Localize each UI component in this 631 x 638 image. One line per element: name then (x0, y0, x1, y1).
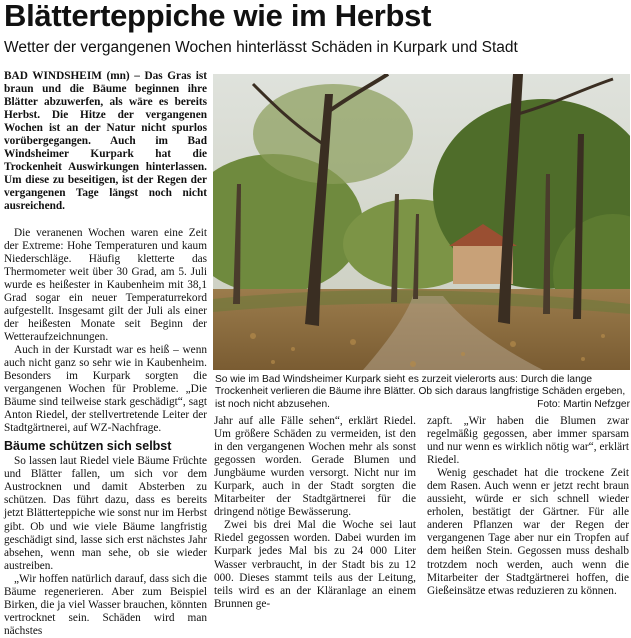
article-column-1 (4, 70, 207, 638)
body-paragraph: zapft. „Wir haben die Blumen zwar regelmäßig gegossen, aber immer sparsam und nur wenn es wirklich nötig war“, erklärt Riedel. (427, 415, 629, 467)
caption-text: So wie im Bad Windsheimer Kurpark sieht es zurzeit vielerorts aus: Durch die lange Trockenheit verlieren die Bäume ihre Blätter. Ob sich daraus langfristige Schäden ergeben, ist noch nicht abzusehen. (215, 374, 626, 410)
article-column-2 (214, 415, 416, 611)
lead-paragraph: BAD WINDSHEIM (mn) – Das Gras ist braun und die Bäume beginnen ihre Blätter abzuwerfen, als wäre es bereits Herbst. Die Hitze der vergangenen Wochen ist an der Natur nicht spurlos vorübergegangen. Auch im Bad Windsheimer Kurpark hat die Trockenheit Auswirkungen hinterlassen. Um diese zu beseitigen, ist der Regen der vergangenen Tage längst noch nicht ausreichend. (4, 70, 207, 213)
body-paragraph: Die veranenen Wochen waren eine Zeit der Extreme: Hohe Temperaturen und kaum Niederschläge. Häufig kletterte das Thermometer weit über 30 Grad, am 5. Juli wurde es heißester in Kaubenheim mit 38,1 Grad sogar ein neuer Temperaturrekord aufgestellt. Insgesamt gilt der Juli als einer der heißesten Monate seit Beginn der Wetteraufzeichnungen. (4, 226, 207, 343)
article-column-3 (427, 415, 629, 598)
photo-caption (215, 374, 630, 411)
body-paragraph: „Wir hoffen natürlich darauf, dass sich die Bäume regenerieren. Aber zum Beispiel Birken, die ja viel Wasser brauchen, könnten vertrocknet sein. Schäden wird man nächstes (4, 572, 207, 637)
subheadline: Wetter der vergangenen Wochen hinterlässt Schäden in Kurpark und Stadt (4, 39, 518, 56)
photo-credit: Foto: Martin Nefzger (537, 398, 630, 410)
body-paragraph: Zwei bis drei Mal die Woche sei laut Riedel gegossen worden. Dabei wurden im Kurpark jedes Mal bis zu 24 000 Liter Wasser verbraucht, in der Stadt bis zu 12 000. Dieses stammt teils aus der Leitung, teils wird es an der Kläranlage an einem Brunnen ge- (214, 519, 416, 610)
headline: Blätterteppiche wie im Herbst (4, 0, 432, 33)
body-paragraph: Jahr auf alle Fälle sehen“, erklärt Riedel. Um größere Schäden zu vermeiden, ist den in den vergangenen Wochen mehr als sonst gegossen worden. Gerade Blumen und Jungbäume wurden versorgt. Nicht nur im Kurpark, auch in der Stadt sorgten die Mitarbeiter der Stadtgärtnerei für die dringend nötige Bewässerung. (214, 415, 416, 519)
park-photo (213, 74, 630, 370)
subheading: Bäume schützen sich selbst (4, 439, 172, 454)
body-paragraph: Wenig geschadet hat die trockene Zeit dem Rasen. Auch wenn er jetzt recht braun aussieht, würde er sich schnell wieder erholen, bestätigt der Gärtner. Für alle anderen Pflanzen war der Regen der vergangenen Tage aber nur ein Tropfen auf dem heißen Stein. Gegossen muss deshalb trotzdem noch werden, auch wenn die Mitarbeiter der Stadtgärtnerei hoffen, die Gießeinsätze etwas reduzieren zu können. (427, 467, 629, 597)
body-paragraph: So lassen laut Riedel viele Bäume Früchte und Blätter fallen, um sich vor dem Austrocknen und damit Absterben zu schützen. Das führt dazu, dass es bereits jetzt Blätterteppiche wie sonst nur im Herbst gibt. Ob und wie viele Bäume langfristig geschädigt sind, lasse sich erst nächstes Jahr absehen, wenn man sehe, ob sie wieder austreiben. (4, 455, 207, 572)
body-paragraph: Auch in der Kurstadt war es heiß – wenn auch nicht ganz so sehr wie in Kaubenheim. Besonders im Kurpark sorgten die vergangenen Wochen für Probleme. „Die Bäume sind teilweise stark geschädigt“, sagt Anton Riedel, der stellvertretende Leiter der Stadtgärtnerei, auf WZ-Nachfrage. (4, 343, 207, 435)
